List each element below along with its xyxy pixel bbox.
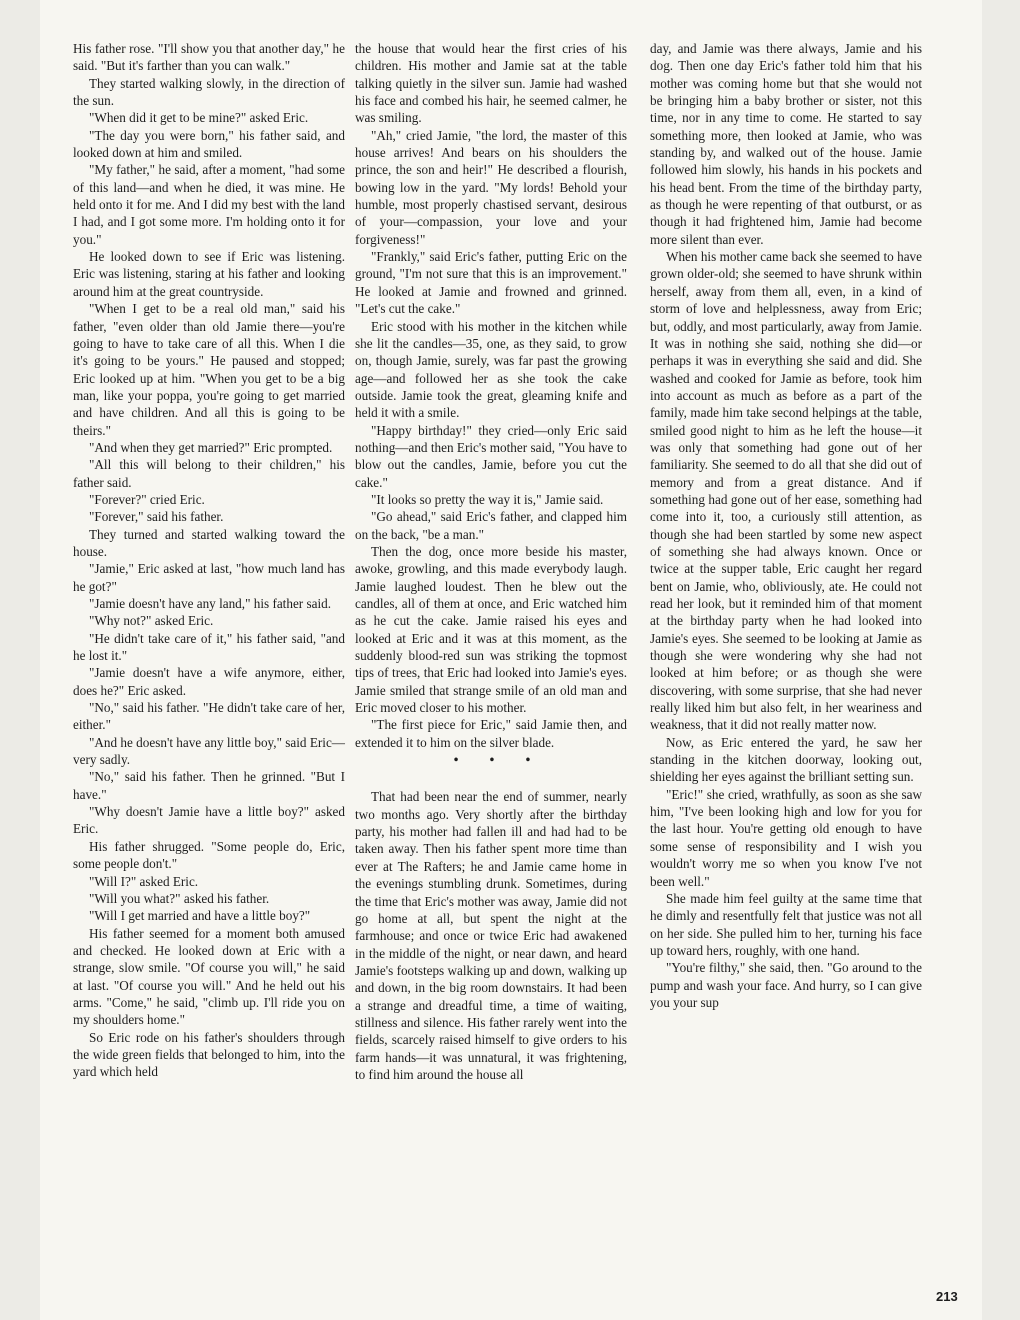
paragraph: When his mother came back she seemed to have grown older-old; she seemed to have shrunk within herself, away from them all, even, in a kind of storm of love and helplessness, away from Eric; but, oddly, and most particularly, away from Jamie. It was in nothing she said, nothing she did—or perhaps it was in everything she said and did. She washed and cooked for Jamie as before, took him into account as much as before as a part of the family, made him take second helpings at the table, smiled good night to him as he left the house—it was only that something had gone out of her familiarity. She seemed to do all that she did out of memory and from a great distance. And if something had gone out of her ease, something had come into it, too, a curiously still attention, as though she had been startled by some new aspect of something she had always known. Once or twice at the supper table, Eric caught her regard bent on Jamie, who, obliviously, ate. He could not read her look, but it reminded him of that moment at the birthday party when he had looked into Jamie's eyes. She seemed to be looking at Jamie as though she were wondering why she had not looked at him before; or as though she were discovering, with some surprise, that she had never really liked him but also felt, in her weariness and weakness, that it did not really matter now.: [650, 249, 922, 733]
paragraph: She made him feel guilty at the same time that he dimly and resentfully felt that justice was not all on her side. She pulled him to her, turning his face up toward hers, roughly, with one hand.: [650, 890, 922, 958]
paragraph: They turned and started walking toward the house.: [73, 526, 345, 559]
paragraph: "Eric!" she cried, wrathfully, as soon as she saw him, "I've been looking high and low for you for the last hour. You're getting old enough to have some sense of responsibility and I wish you wouldn't worry me so when you know I've not been well.": [650, 786, 922, 889]
paragraph: "My father," he said, after a moment, "had some of this land—and when he died, it was mine. He held onto it for me. And I did my best with the land I had, and I got some more. I'm holding onto it for you.": [73, 162, 345, 247]
paragraph: Now, as Eric entered the yard, he saw her standing in the kitchen doorway, looking out, shielding her eyes against the brilliant setting sun.: [650, 734, 922, 785]
paragraph: "Will I?" asked Eric.: [89, 873, 199, 889]
paragraph: "The first piece for Eric," said Jamie then, and extended it to him on the silver blade.: [355, 717, 627, 750]
text-column-3: [650, 40, 922, 1011]
paragraph: "Why not?" asked Eric.: [89, 613, 214, 629]
text-column-2: [355, 40, 627, 1083]
paragraph: His father shrugged. "Some people do, Eric, some people don't.": [73, 838, 345, 872]
paragraph: That had been near the end of summer, nearly two months ago. Very shortly after the birthday party, his mother had fallen ill and had had to be taken away. Then his father spent more time than ever at The Rafters; he and Jamie came home in the evenings stumbling drunk. Sometimes, during the time that Eric's mother was away, Jamie did not go home at all, but spent the night at the farmhouse; and once or twice Eric had awakened in the middle of the night, or near dawn, and heard Jamie's footsteps walking up and down, walking up and down, in the big room downstairs. It had been a strange and dreadful time, a time of waiting, stillness and silence. His father rarely went into the fields, scarcely raised himself to give orders to his farm hands—it was unnatural, it was frightening, to find him around the house all: [355, 789, 627, 1082]
paragraph: the house that would hear the first cries of his children. His mother and Jamie sat at the table talking quietly in the silver sun. Jamie had washed his face and combed his hair, he seemed calmer, he was smiling.: [355, 41, 627, 126]
paragraph: They started walking slowly, in the direction of the sun.: [73, 75, 345, 109]
paragraph: day, and Jamie was there always, Jamie and his dog. Then one day Eric's father told him that his mother was coming home but that she would not be bringing him a baby brother or sister, not this time, nor in any time to come. He started to say something more, then looked at Jamie, who was standing by, and walked out of the house. Jamie followed him slowly, his hands in his pockets and his head bent. From the time of the birthday party, as though he were repenting of that outburst, or as though it had frightened him, Jamie had become more silent than ever.: [650, 41, 922, 247]
paragraph: "All this will belong to their children," his father said.: [73, 457, 345, 490]
magazine-page: [40, 0, 982, 1320]
paragraph: "The day you were born," his father said, and looked down at him and smiled.: [73, 127, 345, 161]
paragraph: "And he doesn't have any little boy," said Eric—very sadly.: [73, 734, 345, 768]
paragraph: "When did it get to be mine?" asked Eric.: [89, 110, 309, 126]
paragraph: "Forever?" cried Eric.: [89, 491, 205, 507]
paragraph: His father seemed for a moment both amused and checked. He looked down at Eric with a strange, slow smile. "Of course you will," he said at last. "Of course you will." And he held out his arms. "Come," he said, "climb up. I'll ride you on my shoulders home.": [73, 925, 345, 1028]
paragraph: "No," said his father. "He didn't take care of her, either.": [73, 700, 345, 733]
paragraph: "Why doesn't Jamie have a little boy?" asked Eric.: [73, 804, 345, 837]
paragraph: "No," said his father. Then he grinned. "But I have.": [73, 769, 345, 802]
paragraph: "Ah," cried Jamie, "the lord, the master of this house arrives! And bears on his shoulders the prince, the son and heir!" He described a flourish, bowing low in the yard. "My lords! Behold your humble, most properly chastised servant, desirous of your—compassion, your love and your forgiveness!": [355, 127, 627, 247]
paragraph: Eric stood with his mother in the kitchen while she lit the candles—35, one, as they said, to grow on, though Jamie, surely, was far past the growing age—and followed her as she took the cake outside. Jamie took the great, gleaming knife and held it with a smile.: [355, 318, 627, 421]
paragraph: "Will I get married and have a little boy?": [89, 908, 311, 924]
paragraph: "Jamie doesn't have a wife anymore, either, does he?" Eric asked.: [73, 665, 345, 698]
paragraph: So Eric rode on his father's shoulders through the wide green fields that belonged to him, into the yard which held: [73, 1029, 345, 1080]
section-separator: • • •: [453, 752, 545, 768]
paragraph: "Frankly," said Eric's father, putting Eric on the ground, "I'm not sure that this is an improvement." He looked at Jamie and frowned and grinned. "Let's cut the cake.": [355, 249, 627, 317]
paragraph: "Jamie doesn't have any land," his father said.: [89, 596, 332, 611]
paragraph: "He didn't take care of it," his father said, "and he lost it.": [73, 630, 345, 664]
paragraph: "And when they get married?" Eric prompted.: [89, 439, 333, 455]
paragraph: "When I get to be a real old man," said his father, "even older than old Jamie there—you're going to have to take care of all this. When I die it's going to be yours." He paused and stopped; Eric looked up at him. "When you get to be a big man, like your poppa, you're going to get married and have children. And all this is going to be theirs.": [73, 301, 345, 438]
paragraph: "Jamie," Eric asked at last, "how much land has he got?": [73, 561, 345, 594]
page-number: 213: [936, 1289, 958, 1304]
paragraph: His father rose. "I'll show you that another day," he said. "But it's farther than you can walk.": [73, 41, 345, 74]
paragraph: "It looks so pretty the way it is," Jamie said.: [371, 491, 604, 507]
paragraph: "Happy birthday!" they cried—only Eric said nothing—and then Eric's mother said, "You have to blow out the candles, Jamie, before you cut the cake.": [355, 422, 627, 490]
paragraph: Then the dog, once more beside his master, awoke, growling, and this made everybody laugh. Jamie laughed loudest. Then he blew out the candles, all of them at once, and Eric watched him as he cut the cake. Jamie raised his eyes and looked at Eric and it was at this moment, as the suddenly blood-red sun was striking the topmost tips of trees, that Eric had looked into Jamie's eyes. Jamie smiled that strange smile of an old man and Eric moved closer to his mother.: [355, 543, 627, 716]
paragraph: "Will you what?" asked his father.: [89, 890, 270, 906]
paragraph: He looked down to see if Eric was listening. Eric was listening, staring at his father and looking around him at the great countryside.: [73, 249, 345, 299]
text-column-1: [73, 40, 345, 1081]
paragraph: "You're filthy," she said, then. "Go around to the pump and wash your face. And hurry, so I can give you your sup: [650, 960, 922, 1010]
paragraph: "Forever," said his father.: [89, 509, 224, 525]
paragraph: "Go ahead," said Eric's father, and clapped him on the back, "be a man.": [355, 509, 627, 542]
